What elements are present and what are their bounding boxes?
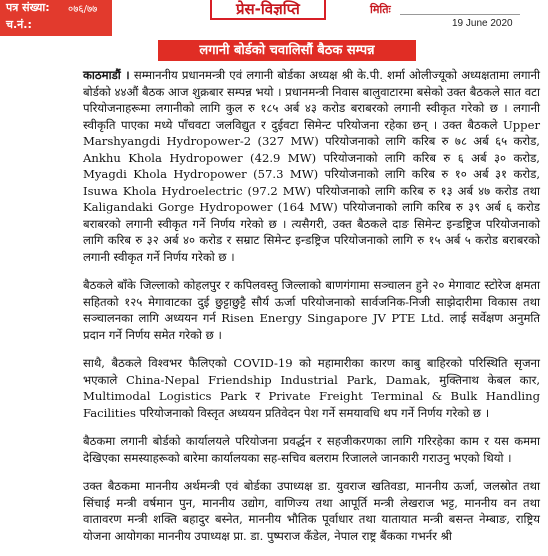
paragraph-text: सम्माननीय प्रधानमन्त्री एवं लगानी बोर्डका अध्यक्ष श्री के.पी. शर्मा ओलीज्यूको अध्यक्षतामा लगानी बोर्डको ४४औं बैठक आज शुक्रबार सम्पन्न भयो । प्रधानमन्त्री निवास बालुवाटारमा बसेको उक्त बैठकले सात वटा परियोजनाहरूमा लगानीको लागि कुल रु १८५ अर्ब ४३ करोड बराबरको लगानी स्वीकृत गरेको छ । लगानी स्वीकृति पाएका मध्ये पाँचवटा जलविद्युत र दुईवटा सिमेन्ट परियोजना रहेका छन् । उक्त बैठकले Upper Marshyangdi Hydropower-2 (327 MW) परियोजनाको लागि करिब रु ७८ अर्ब ६५ करोड, Ankhu Khola Hydropower (42.9 MW) परियोजनाको लागि करिब रु ६ अर्ब ३० करोड, Myagdi Khola Hydropower (57.3 MW) परियोजनाको लागि करिब रु १० अर्ब ३१ करोड, Isuwa Khola Hydroelectric (97.2 MW) परियोजनाको लागि करिब रु १३ अर्ब ४७ करोड तथा Kaligandaki Gorge Hydropower (164 MW) परियोजनाको लागि करिब रु ३९ अर्ब ६ करोड बराबरको लगानी स्वीकृत गर्ने निर्णय गरेको छ । त्यसैगरी, उक्त बैठकले दाङ सिमेन्ट इन्डष्ट्रिज परियोजनाको लागि करिब रु ३२ अर्ब ४० करोड र सम्राट सिमेन्ट इन्डष्ट्रिज परियोजनाको लागि रु १५ अर्ब ५ करोड बराबरको लगानी स्वीकृत गर्ने निर्णय गरेको छ ।: [83, 68, 540, 264]
letterhead: [0, 0, 548, 40]
paragraph-3: [83, 355, 540, 421]
paragraph-2: [83, 277, 540, 343]
paragraph-text: बैठकमा लगानी बोर्डको कार्यालयले परियोजना प्रवर्द्धन र सहजीकरणका लागि गरिरहेका काम र यस कममा देखिएका समस्याहरूको बारेमा कार्यालयका सह-सचिव बलराम रिजालले जानकारी गराउनु भएको थियो ।: [83, 434, 540, 465]
document-title: प्रेस-विज्ञप्ति: [210, 0, 326, 20]
paragraph-1: [83, 67, 540, 265]
dateline: काठमाडौं ।: [83, 68, 130, 82]
paragraph-text: साथै, बैठकले विश्वभर फैलिएको COVID-19 को महामारीका कारण काबु बाहिरको परिस्थिति सृजना भएकाले China-Nepal Friendship Industrial Park, Damak, मुक्तिनाथ केबल कार, Multimodal Logistics Park र Private Freight Terminal & Bulk Handling Facilities परियोजनाको विस्तृत अध्ययन प्रतिवेदन पेश गर्ने समयावधि थप गर्ने निर्णय गरेको छ ।: [83, 356, 540, 420]
paragraph-text: बैठकले बाँके जिल्लाको कोहलपुर र कपिलवस्तु जिल्लाको बाणगंगामा सञ्चालन हुने २० मेगावाट स्टोरेज क्षमता सहितको १२५ मेगावाटका दुई छुट्टाछुट्टै सौर्य ऊर्जा परियोजनाको सार्वजनिक-निजी साझेदारीमा विकास तथा सञ्चालनका लागि अध्ययन गर्न Risen Energy Singapore JV PTE Ltd. लाई सर्वेक्षण अनुमति प्रदान गर्ने निर्णय समेत गरेको छ ।: [83, 278, 540, 342]
letter-number-value: ०७६/७७: [68, 4, 98, 15]
dispatch-number-label: च.नं.:: [6, 18, 32, 31]
reference-strip: [0, 0, 112, 36]
headline-banner: लगानी बोर्डको चवालिसौं बैठक सम्पन्न: [158, 40, 416, 61]
date-underline: [400, 14, 520, 15]
paragraph-5: [83, 478, 540, 544]
date-value: 19 June 2020: [452, 18, 513, 29]
date-label: मितिः: [370, 3, 391, 16]
paragraph-4: [83, 433, 540, 466]
letter-number-label: पत्र संख्या:: [6, 1, 50, 14]
paragraph-text: उक्त बैठकमा माननीय अर्थमन्त्री एवं बोर्डका उपाध्यक्ष डा. युवराज खतिवडा, माननीय ऊर्जा, जलस्रोत तथा सिंचाई मन्त्री वर्षमान पुन, माननीय उद्योग, वाणिज्य तथा आपूर्ति मन्त्री लेखराज भट्ट, माननीय वन तथा वातावरण मन्त्री शक्ति बहादुर बस्नेत, माननीय भौतिक पूर्वाधार तथा यातायात मन्त्री बसन्त नेम्बाङ, राष्ट्रिय योजना आयोगका माननीय उपाध्यक्ष प्रा. डा. पुष्पराज कँडेल, नेपाल राष्ट्र बैंकका गभर्नर श्री: [83, 479, 540, 543]
press-release-body: [83, 67, 540, 556]
